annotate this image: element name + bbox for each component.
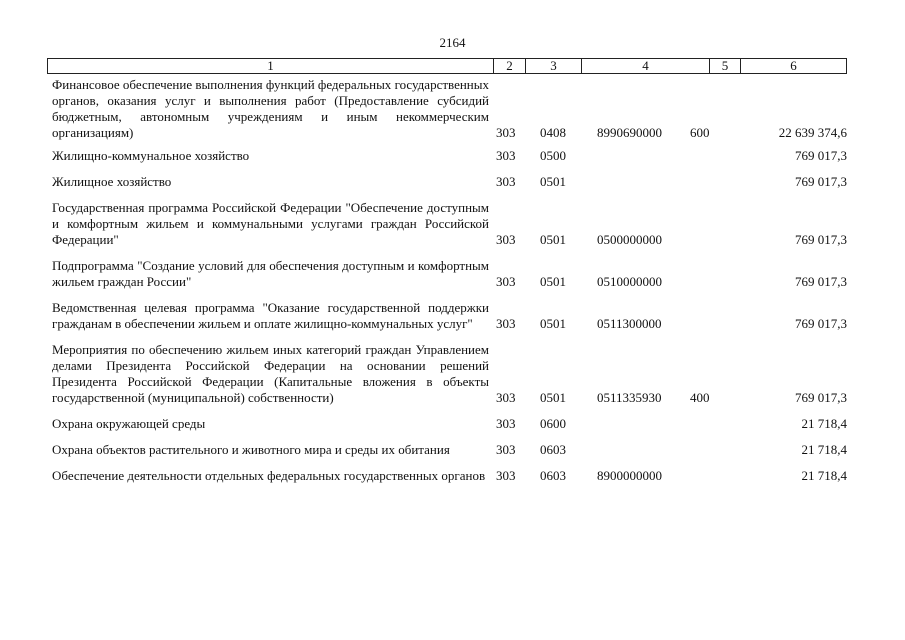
row-amount: 769 017,3 — [795, 174, 847, 189]
column-header-6: 6 — [790, 58, 797, 73]
table-row — [52, 342, 847, 406]
row-code-col3: 0600 — [540, 416, 566, 431]
row-amount: 769 017,3 — [795, 274, 847, 289]
column-header-4: 4 — [582, 59, 710, 73]
row-code-col5: 600 — [690, 125, 710, 140]
row-code-col4: 0511335930 — [597, 390, 662, 405]
row-description: Подпрограмма "Создание условий для обеспечения доступным и комфортным жильем граждан России" — [52, 258, 489, 289]
row-description: Государственная программа Российской Федерации "Обеспечение доступным и комфортным жильем и коммунальными услугами граждан Российской Федерации" — [52, 200, 489, 247]
row-code-col2: 303 — [496, 148, 516, 163]
row-amount: 21 718,4 — [801, 468, 847, 483]
table-row — [52, 148, 847, 164]
row-code-col4: 8990690000 — [597, 125, 662, 140]
row-code-col2: 303 — [496, 274, 516, 289]
row-amount: 769 017,3 — [795, 232, 847, 247]
column-header-2: 2 — [494, 59, 526, 73]
row-code-col2: 303 — [496, 390, 516, 405]
row-description: Охрана объектов растительного и животного мира и среды их обитания — [52, 442, 450, 457]
table-body — [52, 77, 847, 484]
row-code-col2: 303 — [496, 468, 516, 483]
row-code-col2: 303 — [496, 232, 516, 247]
row-description: Ведомственная целевая программа "Оказание государственной поддержки гражданам в обеспечении жильем и оплате жилищно-коммунальных услуг" — [52, 300, 489, 331]
row-code-col2: 303 — [496, 416, 516, 431]
row-code-col4: 0510000000 — [597, 274, 662, 289]
table-row — [52, 200, 847, 248]
table-row — [52, 300, 847, 332]
row-amount: 21 718,4 — [801, 416, 847, 431]
column-header-3: 3 — [526, 59, 582, 73]
column-header-1: 1 — [48, 59, 494, 73]
row-description: Финансовое обеспечение выполнения функций федеральных государственных органов, оказания услуг и выполнения работ (Предоставление субсидий бюджетным, автономным учреждениям и иным некоммерческим организациям) — [52, 77, 489, 140]
row-code-col3: 0501 — [540, 232, 566, 247]
row-code-col3: 0501 — [540, 174, 566, 189]
row-code-col3: 0500 — [540, 148, 566, 163]
row-code-col4: 8900000000 — [597, 468, 662, 483]
row-description: Охрана окружающей среды — [52, 416, 206, 431]
row-code-col4: 0511300000 — [597, 316, 662, 331]
row-code-col3: 0408 — [540, 125, 566, 140]
row-code-col3: 0501 — [540, 274, 566, 289]
row-amount: 21 718,4 — [801, 442, 847, 457]
row-amount: 769 017,3 — [795, 390, 847, 405]
table-row — [52, 77, 847, 141]
row-code-col2: 303 — [496, 316, 516, 331]
row-code-col3: 0603 — [540, 442, 566, 457]
row-code-col3: 0501 — [540, 316, 566, 331]
row-code-col5: 400 — [690, 390, 710, 405]
row-code-col2: 303 — [496, 174, 516, 189]
row-description: Жилищно-коммунальное хозяйство — [52, 148, 250, 163]
row-amount: 769 017,3 — [795, 148, 847, 163]
table-row — [52, 416, 847, 432]
table-row — [52, 442, 847, 458]
row-description: Мероприятия по обеспечению жильем иных категорий граждан Управлением делами Президента Российской Федерации на основании решений Президента Российской Федерации (Капитальные вложения в объекты государственной (муниципальной) собственности) — [52, 342, 489, 405]
row-code-col3: 0501 — [540, 390, 566, 405]
row-amount: 22 639 374,6 — [778, 125, 847, 140]
row-code-col3: 0603 — [540, 468, 566, 483]
column-header-5: 5 — [710, 59, 741, 73]
row-code-col4: 0500000000 — [597, 232, 662, 247]
table-row — [52, 468, 847, 484]
row-amount: 769 017,3 — [795, 316, 847, 331]
table-row — [52, 174, 847, 190]
table-header — [47, 58, 847, 74]
row-description: Жилищное хозяйство — [52, 174, 172, 189]
row-code-col2: 303 — [496, 442, 516, 457]
page-number: 2164 — [439, 35, 466, 50]
table-row — [52, 258, 847, 290]
row-description: Обеспечение деятельности отдельных федеральных государственных органов — [52, 468, 486, 483]
row-code-col2: 303 — [496, 125, 516, 140]
